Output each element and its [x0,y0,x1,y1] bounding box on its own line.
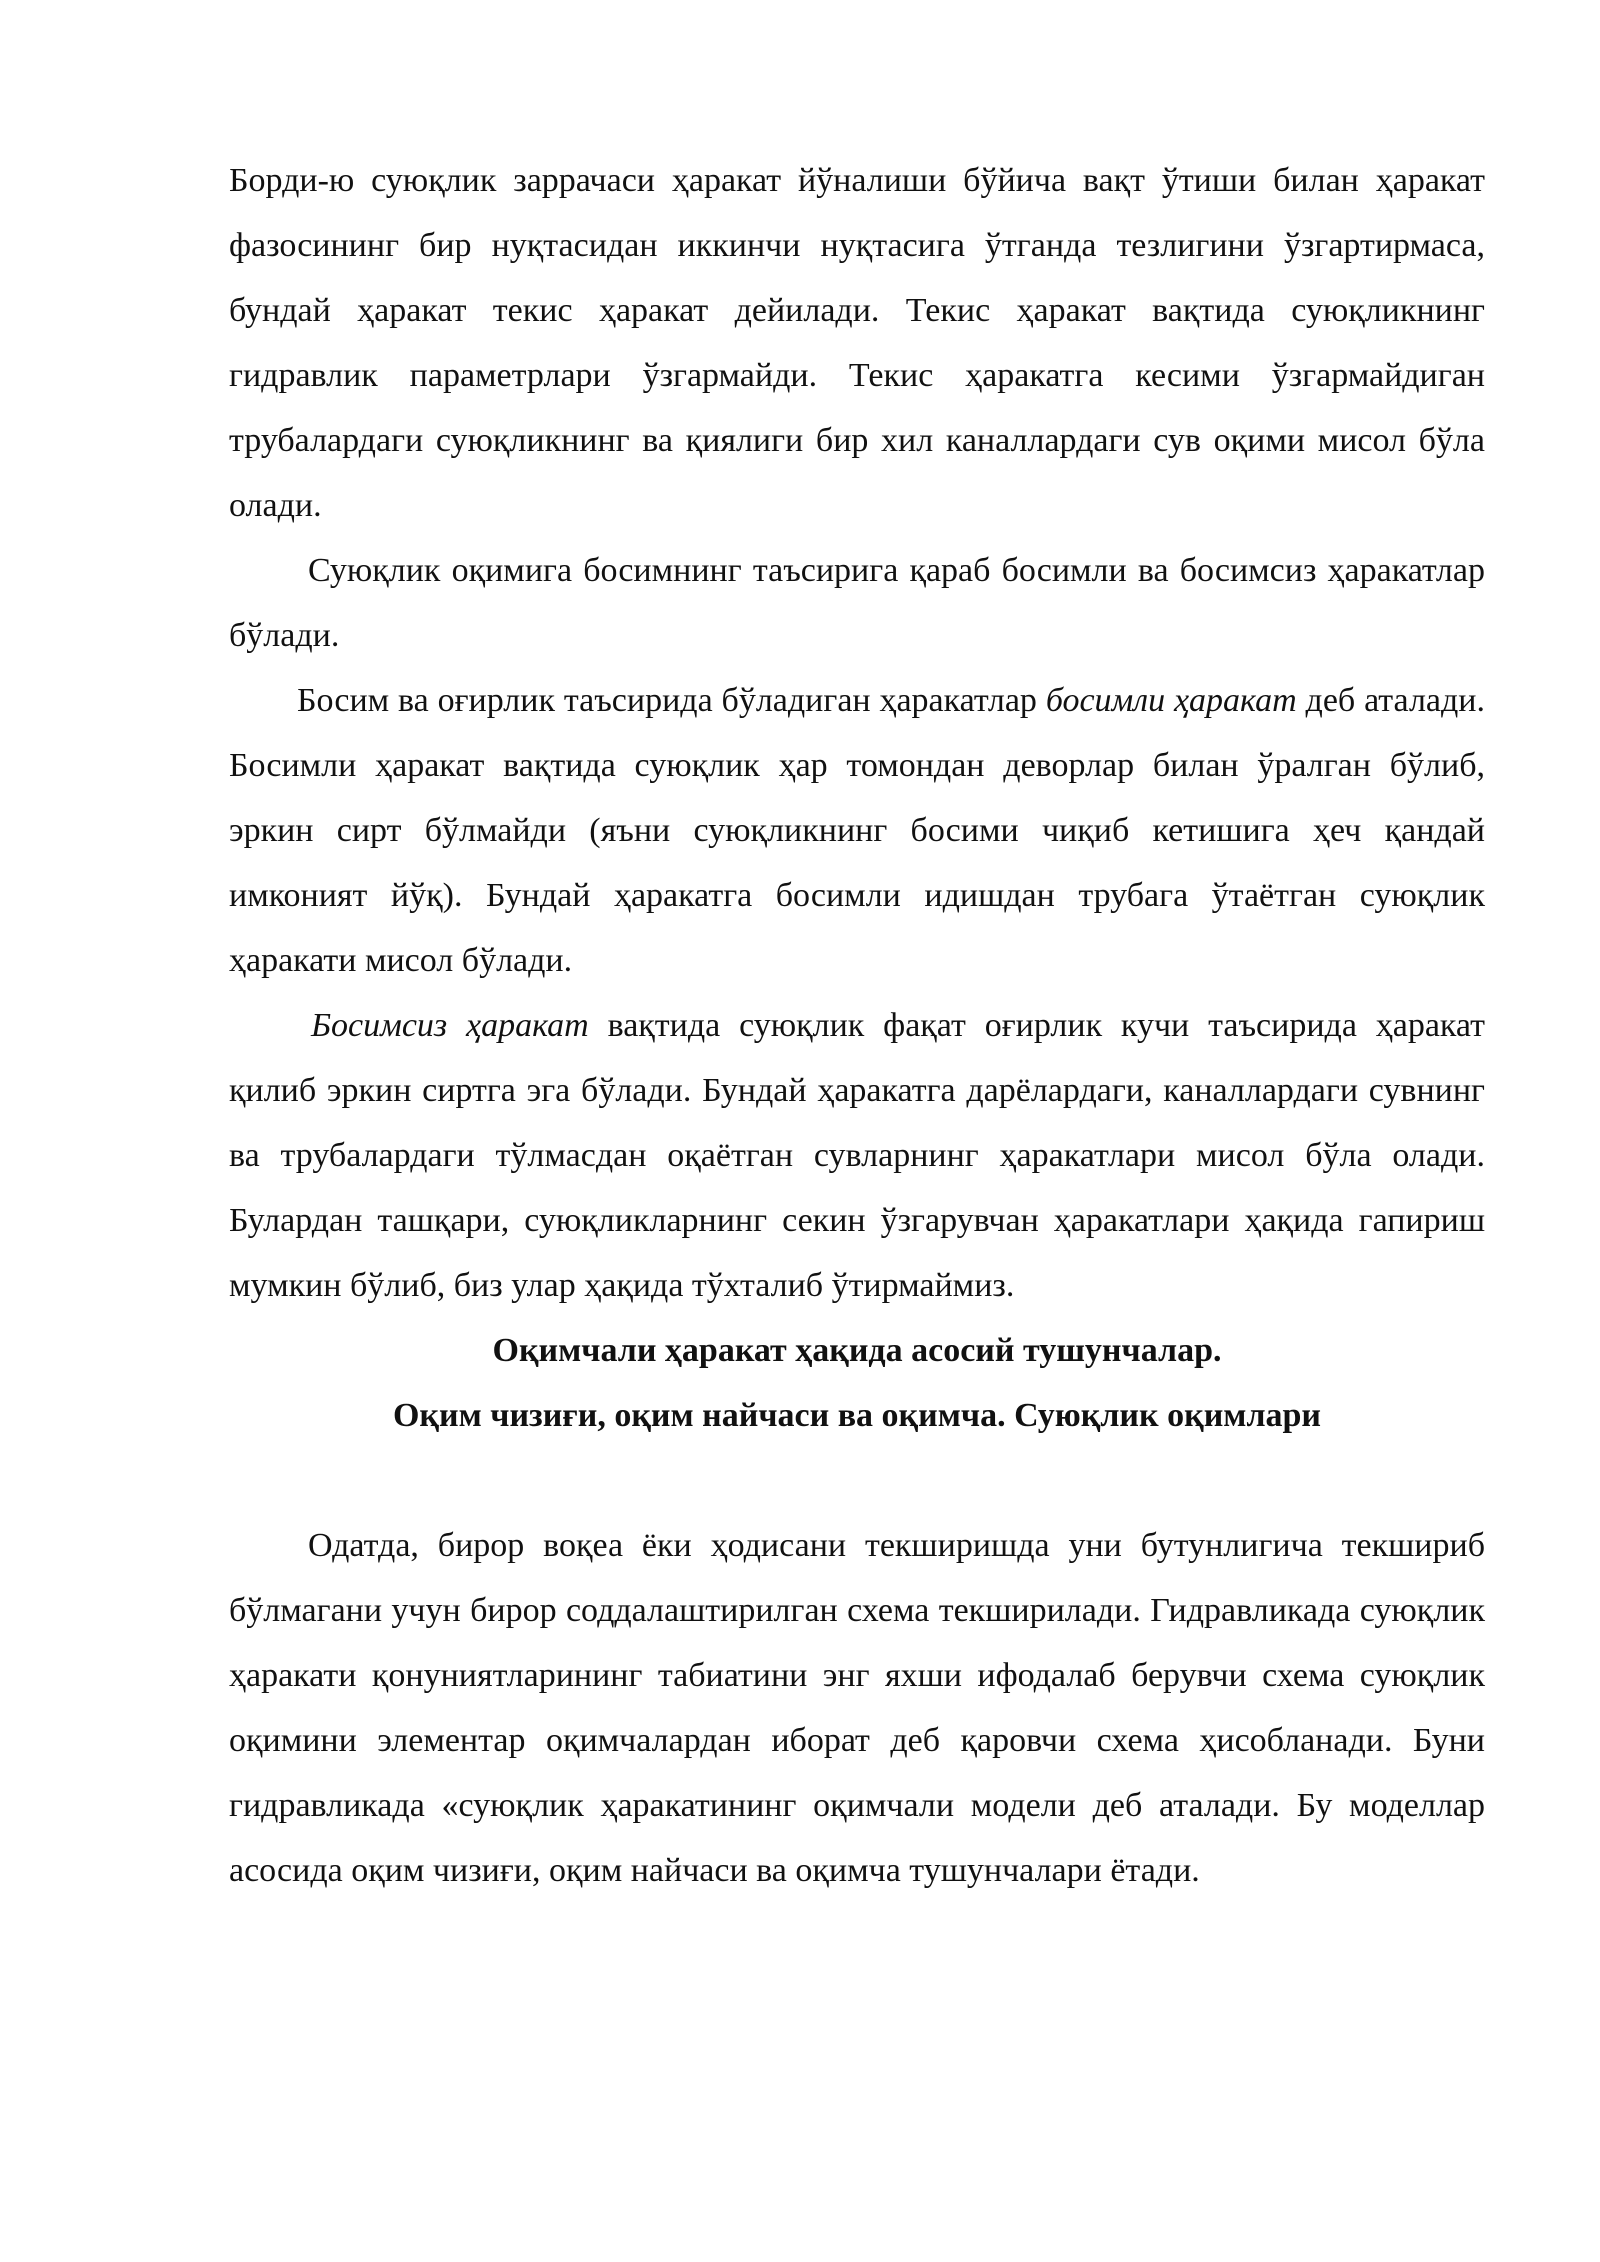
paragraph-free-surface-motion [229,993,1485,1318]
paragraph-free-surface-motion-after: вақтида суюқлик фақат оғирлик кучи таъсирида ҳаракат қилиб эркин сиртга эга бўлади. Бундай ҳаракатга дарёлардаги, каналлардаги сувнинг ва трубалардаги тўлмасдан оқаётган сувларнинг ҳаракатлари мисол бўла олади. Булардан ташқари, суюқликларнинг секин ўзгарувчан ҳаракатлари ҳақида гапириш мумкин бўлиб, биз улар ҳақида тўхталиб ўтирмаймиз. [229,1007,1486,1304]
document-page [229,148,1485,1903]
term-free-surface-motion: Босимсиз ҳаракат [311,1007,589,1044]
section-heading-sub: Оқим чизиғи, оқим найчаси ва оқимча. Суюқлик оқимлари [392,1397,1322,1434]
term-pressure-motion: босимли ҳаракат [1045,682,1297,719]
paragraph-pressure-motion-before: Босим ва оғирлик таъсирида бўладиган ҳаракатлар [297,682,1046,719]
section-heading-main: Оқимчали ҳаракат ҳақида асосий тушунчалар. [492,1332,1222,1369]
paragraph-pressure-motion-after: деб аталади. Босимли ҳаракат вақтида суюқлик ҳар томондан деворлар билан ўралган бўлиб, эркин сирт бўлмайди (яъни суюқликнинг босими чиқиб кетишига ҳеч қандай имконият йўқ). Бундай ҳаракатга босимли идишдан трубага ўтаётган суюқлик ҳаракати мисол бўлади. [229,682,1486,979]
paragraph-pressure-types: Суюқлик оқимига босимнинг таъсирига қараб босимли ва босимсиз ҳаракатлар бўлади. [229,552,1485,654]
paragraph-stream-model: Одатда, бирор воқеа ёки ҳодисани текширишда уни бутунлигича текшириб бўлмагани учун бирор соддалаштирилган схема текширилади. Гидравликада суюқлик ҳаракати қонуниятларининг табиатини энг яхши ифодалаб берувчи схема суюқлик оқимини элементар оқимчалардан иборат деб қаровчи схема ҳисобланади. Буни гидравликада «суюқлик ҳаракатининг оқимчали модели деб аталади. Бу моделлар асосида оқим чизиғи, оқим найчаси ва оқимча тушунчалари ётади. [229,1527,1485,1889]
paragraph-uniform-motion: Борди-ю суюқлик заррачаси ҳаракат йўналиши бўйича вақт ўтиши билан ҳаракат фазосининг бир нуқтасидан иккинчи нуқтасига ўтганда тезлигини ўзгартирмаса, бундай ҳаракат текис ҳаракат дейилади. Текис ҳаракат вақтида суюқликнинг гидравлик параметрлари ўзгармайди. Текис ҳаракатга кесими ўзгармайдиган трубалардаги суюқликнинг ва қиялиги бир хил каналлардаги сув оқими мисол бўла олади. [229,162,1485,524]
paragraph-pressure-motion [229,668,1485,993]
